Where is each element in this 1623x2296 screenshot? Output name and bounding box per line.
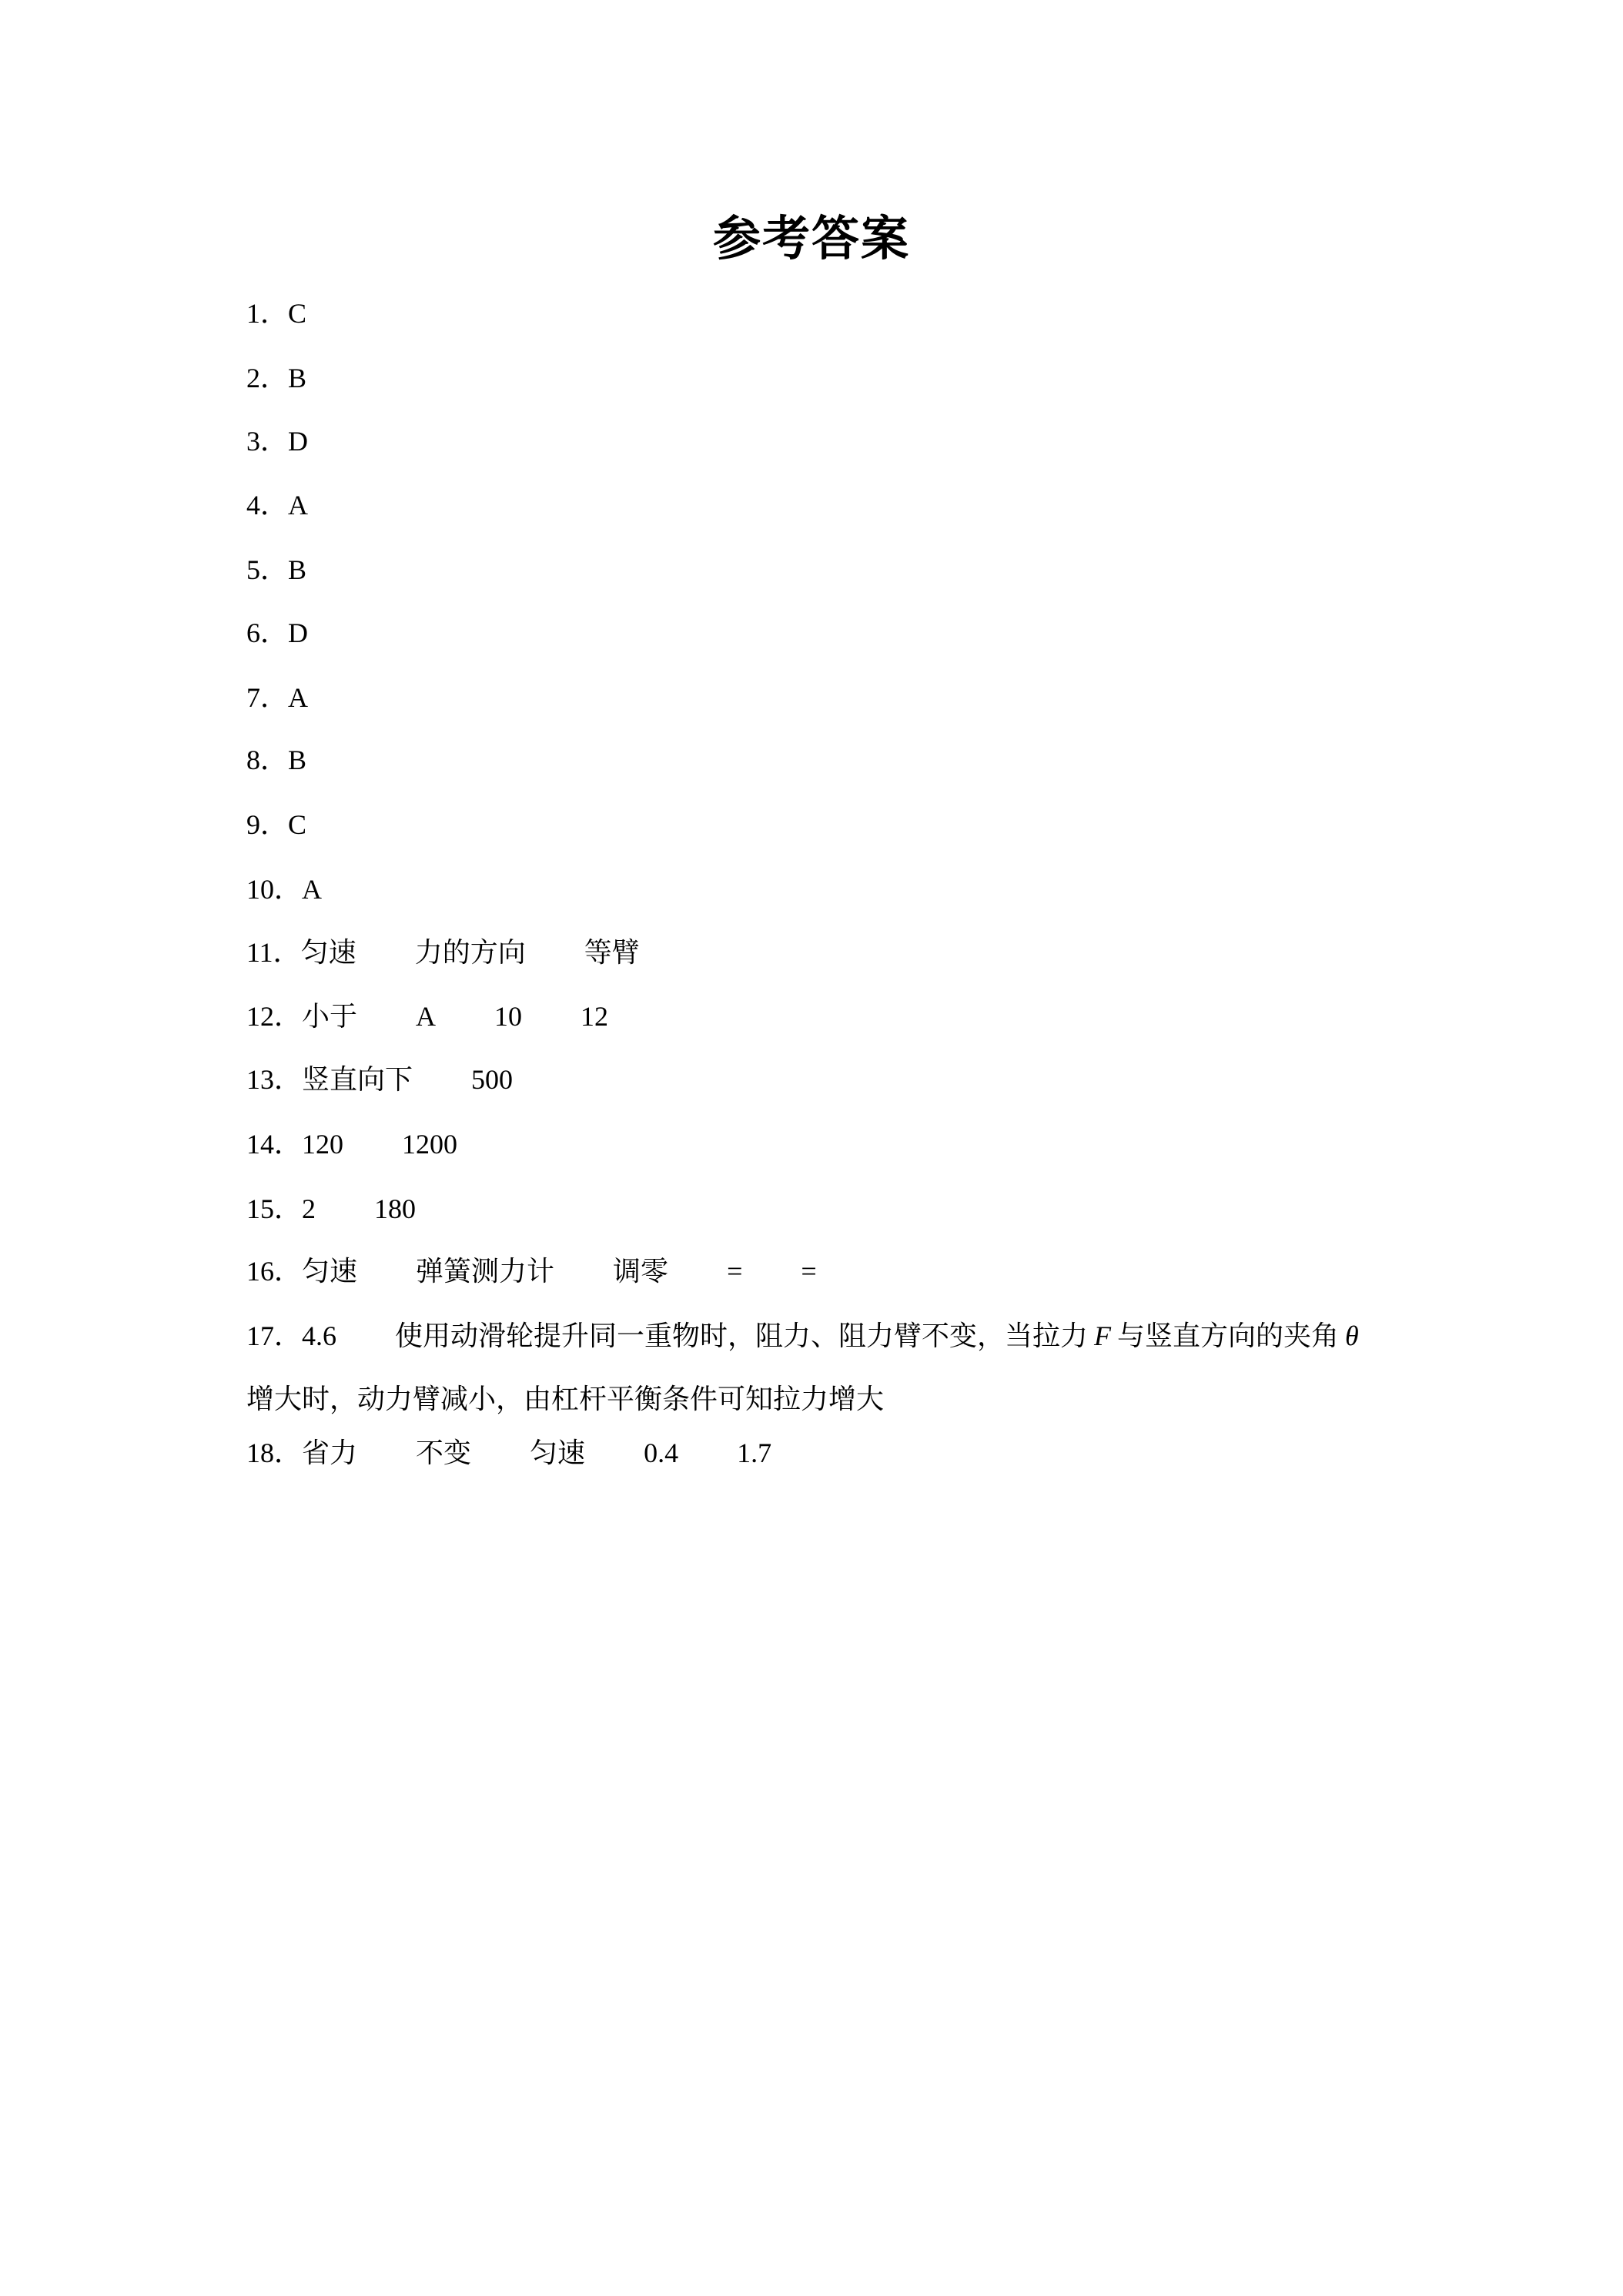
question-number: 14． — [246, 1129, 303, 1160]
answer-value: 180 — [374, 1193, 417, 1224]
answer-explanation — [395, 1317, 1365, 1355]
answer-value: 匀速 — [300, 937, 356, 968]
answer-value: A — [416, 1001, 437, 1032]
answer-item-16 — [246, 1252, 817, 1290]
answer-item-11 — [246, 933, 640, 972]
answer-value: 1.7 — [737, 1438, 772, 1468]
answer-value: D — [288, 618, 309, 648]
answer-item-9 — [246, 805, 306, 844]
question-number: 8． — [246, 745, 289, 775]
answer-value: 0.4 — [644, 1438, 679, 1468]
question-number: 9． — [246, 809, 289, 840]
question-number: 17． — [246, 1320, 303, 1351]
question-number: 7． — [246, 682, 289, 713]
answer-value: 500 — [471, 1064, 514, 1095]
answer-value: 12 — [581, 1001, 609, 1032]
answer-item-6 — [246, 614, 308, 652]
question-number: 1． — [246, 298, 289, 329]
answer-value: 不变 — [416, 1438, 472, 1468]
answer-value: B — [288, 745, 307, 775]
answer-value: D — [288, 426, 309, 457]
answer-value: = — [727, 1256, 743, 1287]
answer-item-8 — [246, 741, 306, 779]
answer-value: 匀速 — [530, 1438, 586, 1468]
answer-value: 10 — [494, 1001, 523, 1032]
answer-item-14 — [246, 1125, 457, 1163]
answer-item-17 — [246, 1317, 1365, 1355]
answer-item-18 — [246, 1434, 771, 1472]
explanation-text: 与竖直方向的夹角 — [1117, 1320, 1340, 1351]
answer-item-3 — [246, 422, 308, 460]
question-number: 4． — [246, 490, 289, 520]
question-number: 12． — [246, 1001, 303, 1032]
answer-value: 调零 — [613, 1256, 669, 1287]
question-number: 6． — [246, 618, 289, 648]
question-number: 13． — [246, 1064, 303, 1095]
answer-value: A — [288, 490, 309, 520]
answer-value: 4.6 — [302, 1320, 337, 1351]
answer-item-4 — [246, 486, 308, 524]
answer-value: 小于 — [302, 1001, 358, 1032]
answer-value: 弹簧测力计 — [416, 1256, 555, 1287]
answer-value: B — [288, 363, 307, 393]
question-number: 15． — [246, 1193, 303, 1224]
question-number: 18． — [246, 1438, 303, 1468]
answer-item-1 — [246, 294, 306, 333]
answer-value: B — [288, 554, 307, 585]
answer-value: 2 — [302, 1193, 316, 1224]
answer-item-5 — [246, 551, 306, 589]
answer-value: 等臂 — [584, 937, 640, 968]
answer-value: C — [288, 298, 307, 329]
answer-item-15 — [246, 1190, 416, 1228]
question-number: 5． — [246, 554, 289, 585]
angle-symbol: θ — [1345, 1320, 1359, 1351]
answer-value: A — [288, 682, 309, 713]
question-number: 16． — [246, 1256, 303, 1287]
answer-value: 竖直向下 — [302, 1064, 413, 1095]
explanation-text: 增大时，动力臂减小，由杠杆平衡条件可知拉力增大 — [246, 1384, 885, 1414]
question-number: 10． — [246, 874, 303, 905]
answer-value: 匀速 — [302, 1256, 358, 1287]
answer-item-7 — [246, 678, 308, 717]
answer-value: A — [302, 874, 323, 905]
answer-value: 1200 — [402, 1129, 458, 1160]
answer-value: C — [288, 809, 307, 840]
answer-item-17-continued — [246, 1380, 884, 1418]
answer-value: = — [801, 1256, 817, 1287]
question-number: 11． — [246, 937, 301, 968]
answer-item-12 — [246, 997, 608, 1036]
answer-value: 120 — [302, 1129, 344, 1160]
answer-value: 省力 — [302, 1438, 358, 1468]
answer-item-10 — [246, 870, 322, 909]
page-title: 参考答案 — [712, 210, 910, 266]
question-number: 2． — [246, 363, 289, 393]
answer-value: 力的方向 — [414, 937, 526, 968]
answer-item-13 — [246, 1060, 513, 1099]
explanation-text: 使用动滑轮提升同一重物时，阻力、阻力臂不变，当拉力 — [395, 1320, 1089, 1351]
force-symbol: F — [1094, 1320, 1112, 1351]
answer-item-2 — [246, 359, 306, 397]
question-number: 3． — [246, 426, 289, 457]
